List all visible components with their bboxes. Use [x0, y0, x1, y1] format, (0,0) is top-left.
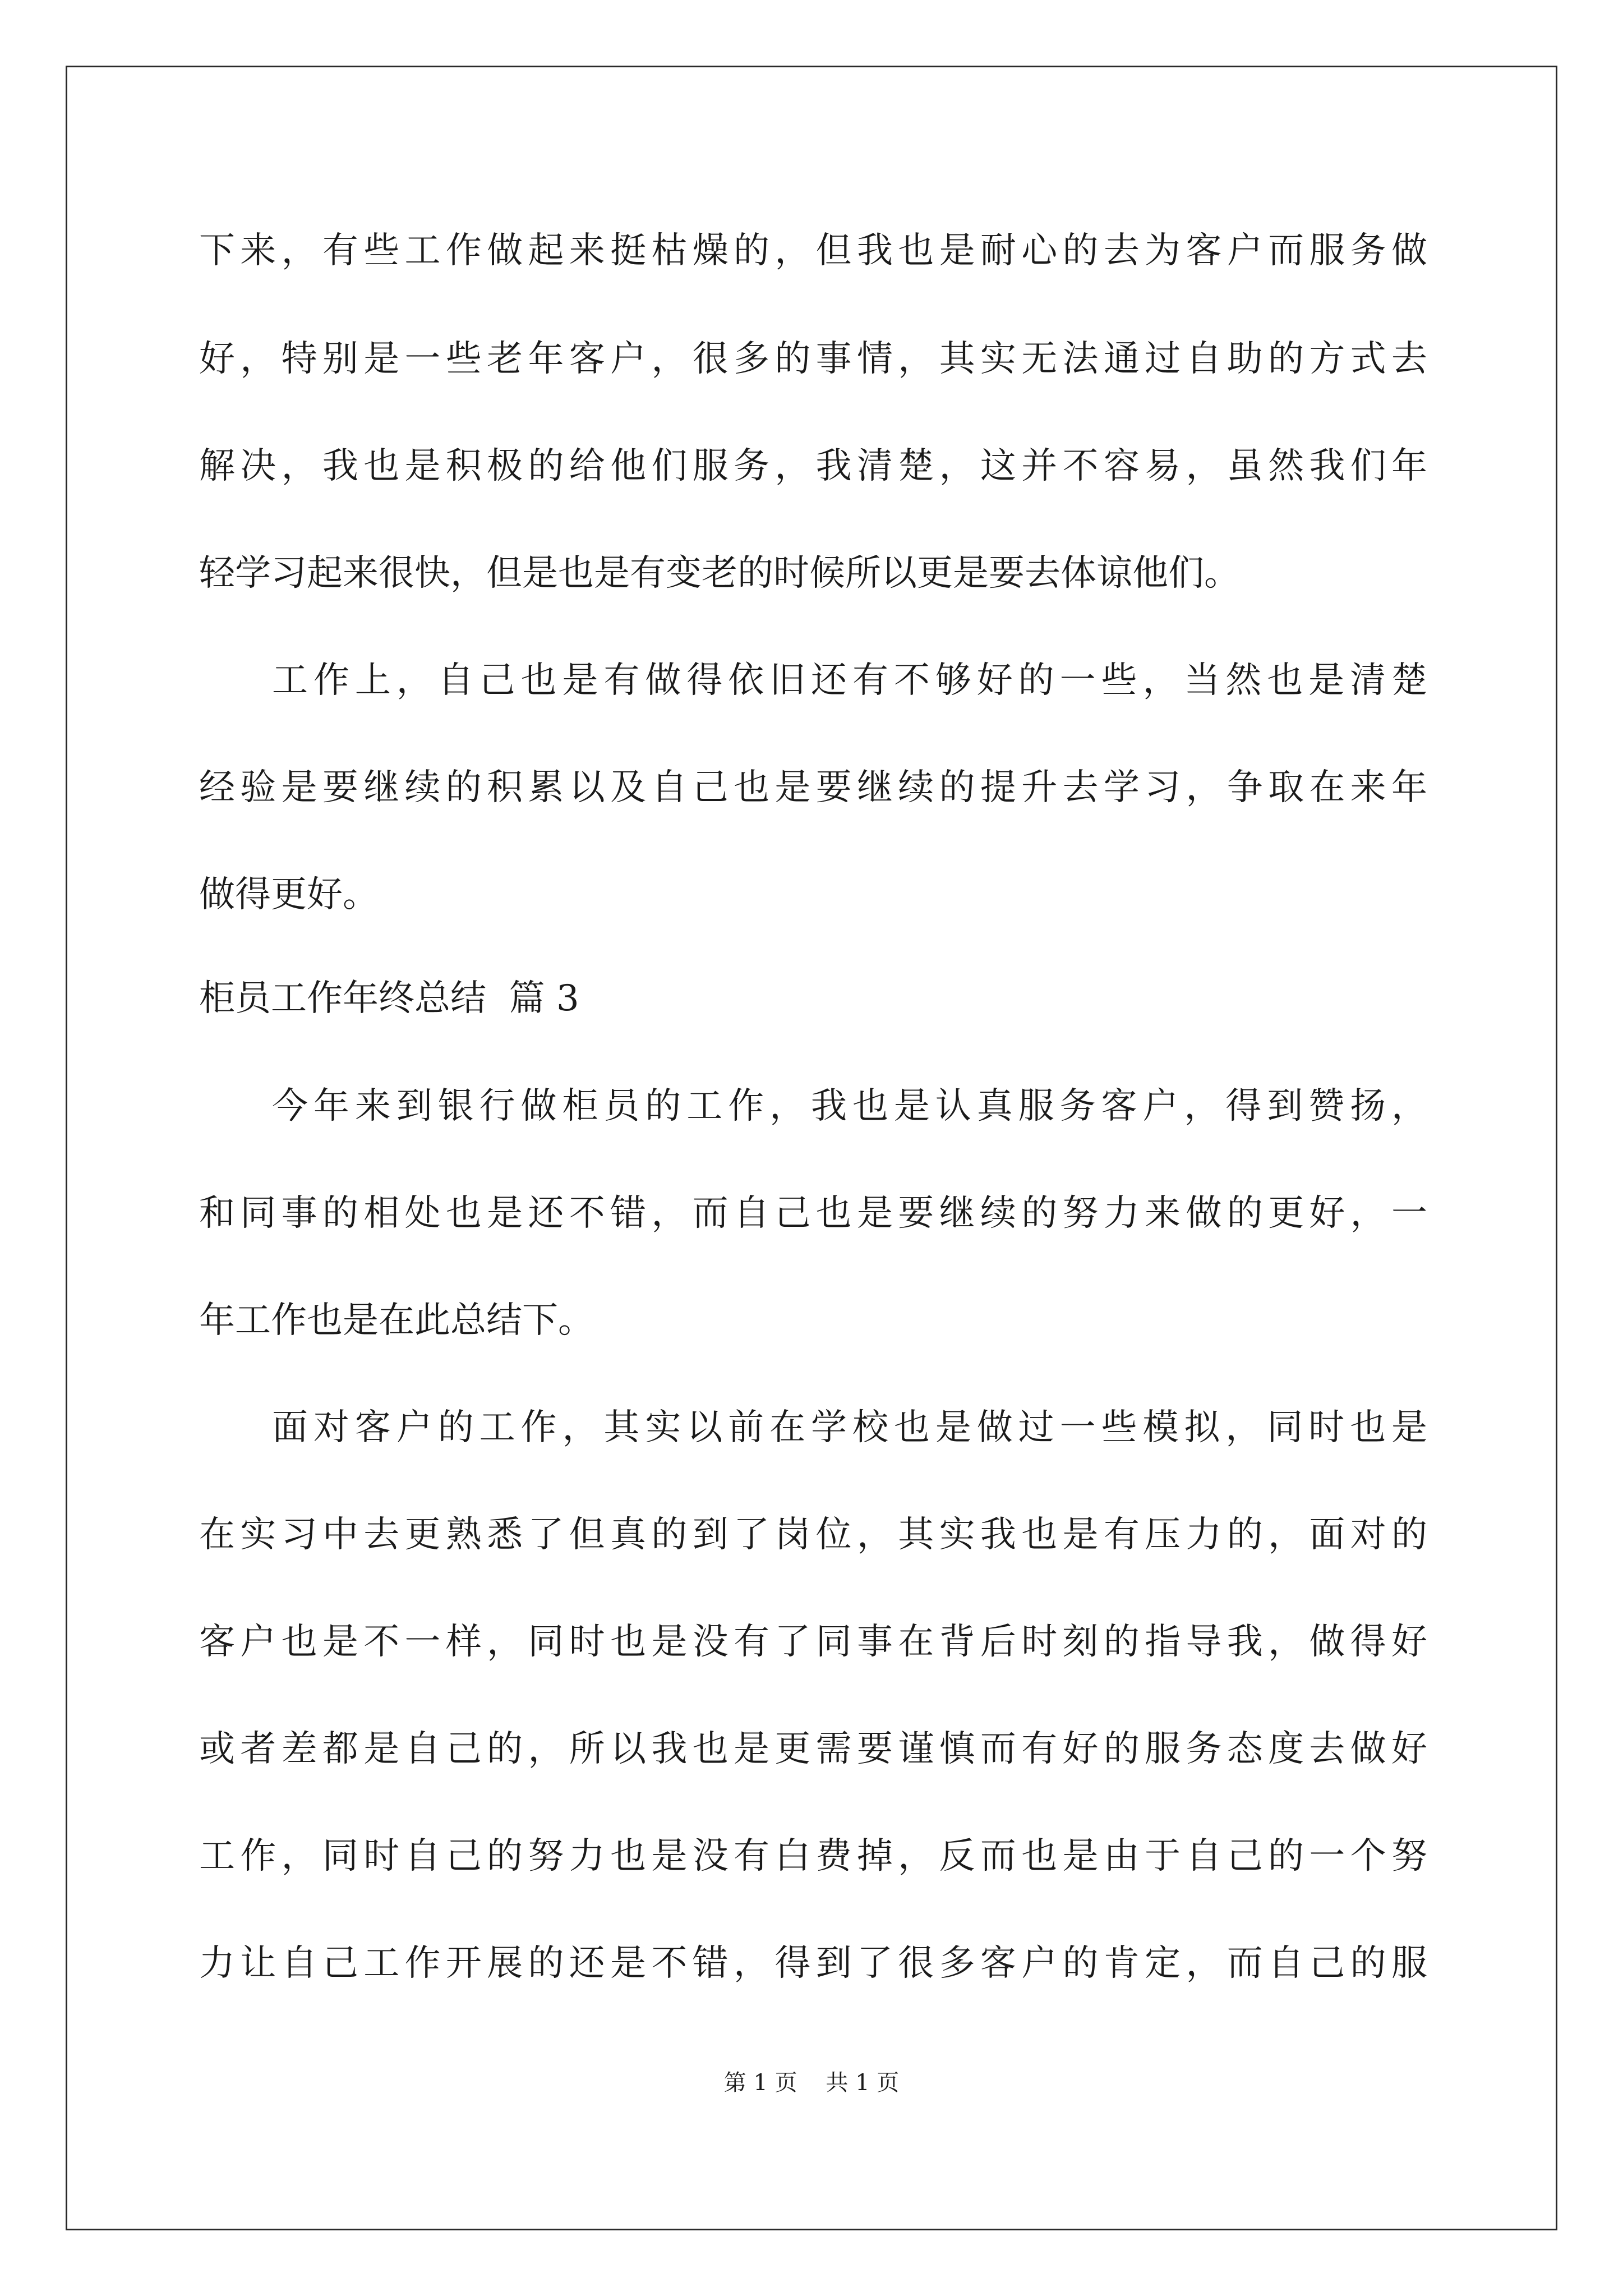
paragraph-line: 力让自己工作开展的还是不错，得到了很多客户的肯定，而自己的服 — [199, 1943, 1427, 1984]
paragraph-line: 今年来到银行做柜员的工作，我也是认真服务客户，得到赞扬， — [272, 1085, 1427, 1127]
paragraph-line: 做得更好。 — [199, 874, 379, 915]
paragraph-line: 解决，我也是积极的给他们服务，我清楚，这并不容易，虽然我们年 — [199, 445, 1427, 487]
paragraph-line: 和同事的相处也是还不错，而自己也是要继续的努力来做的更好，一 — [199, 1193, 1427, 1234]
paragraph-line: 或者差都是自己的，所以我也是更需要谨慎而有好的服务态度去做好 — [199, 1728, 1427, 1770]
paragraph-line: 工作，同时自己的努力也是没有白费掉，反而也是由于自己的一个努 — [199, 1835, 1427, 1877]
paragraph-line: 轻学习起来很快，但是也是有变老的时候所以更是要去体谅他们。 — [199, 553, 1240, 594]
section-heading: 柜员工作年终总结 篇 3 — [199, 978, 579, 1019]
page-border — [66, 66, 1557, 2230]
paragraph-line: 下来，有些工作做起来挺枯燥的，但我也是耐心的去为客户而服务做 — [199, 230, 1427, 272]
paragraph-line: 好，特别是一些老年客户，很多的事情，其实无法通过自助的方式去 — [199, 338, 1427, 380]
paragraph-line: 年工作也是在此总结下。 — [199, 1300, 594, 1341]
page-footer: 第 1 页 共 1 页 — [723, 2070, 900, 2096]
paragraph-line: 在实习中去更熟悉了但真的到了岗位，其实我也是有压力的，面对的 — [199, 1514, 1427, 1556]
paragraph-line: 经验是要继续的积累以及自己也是要继续的提升去学习，争取在来年 — [199, 767, 1427, 808]
paragraph-line: 客户也是不一样，同时也是没有了同事在背后时刻的指导我，做得好 — [199, 1621, 1427, 1663]
paragraph-line: 面对客户的工作，其实以前在学校也是做过一些模拟，同时也是 — [272, 1407, 1427, 1448]
paragraph-line: 工作上，自己也是有做得依旧还有不够好的一些，当然也是清楚 — [272, 660, 1427, 701]
